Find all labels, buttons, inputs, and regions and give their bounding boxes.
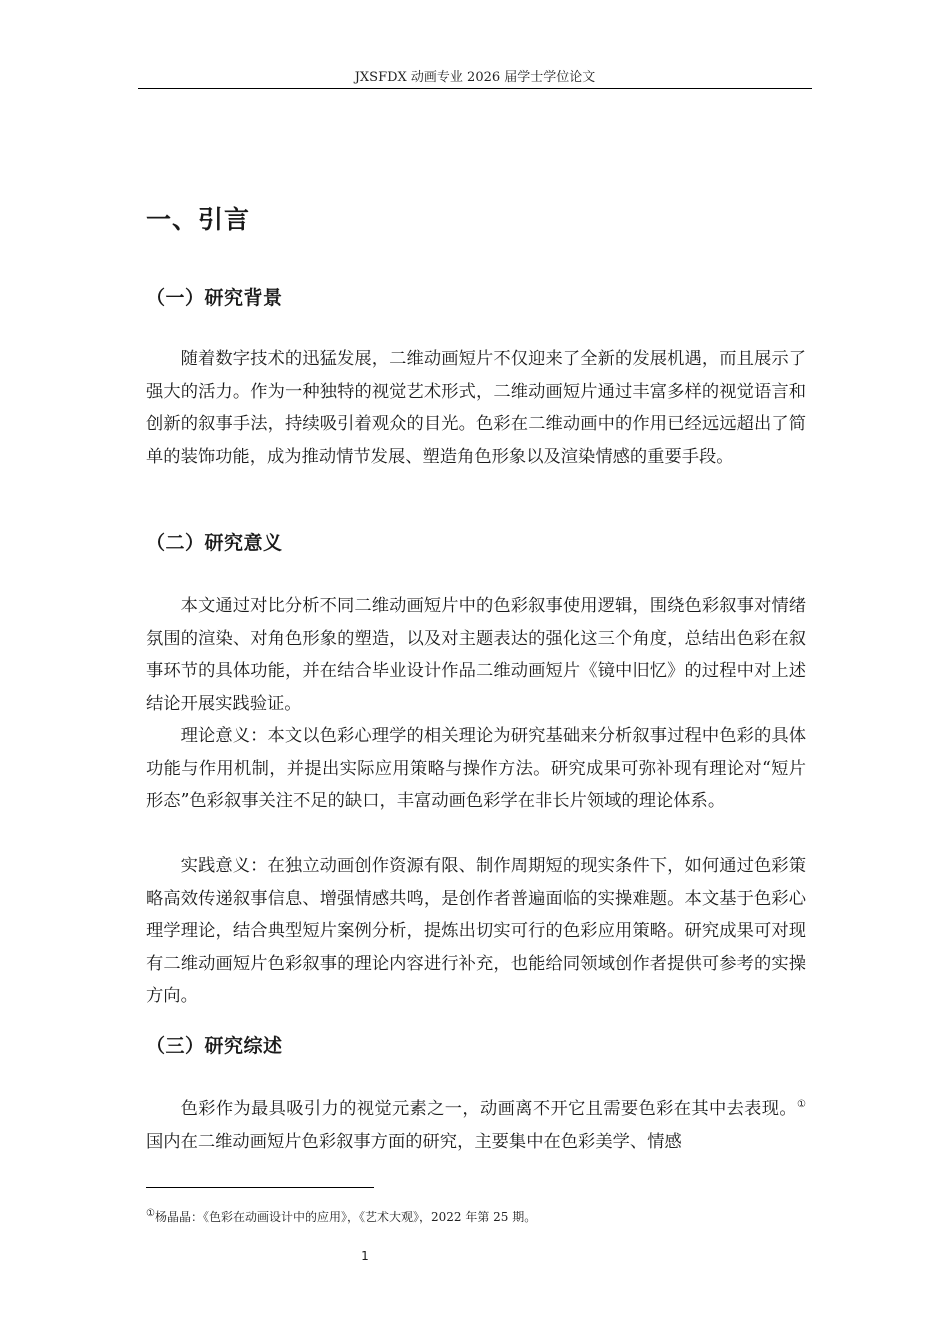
section-heading-review: （三）研究综述	[146, 1035, 283, 1057]
paragraph-significance-1: 本文通过对比分析不同二维动画短片中的色彩叙事使用逻辑，围绕色彩叙事对情绪氛围的渲染、对角色形象的塑造，以及对主题表达的强化这三个角度，总结出色彩在叙事环节的具体功能，并在结合毕业设计作品二维动画短片《镜中旧忆》的过程中对上述结论开展实践验证。	[146, 596, 806, 714]
section-heading-significance: （二）研究意义	[146, 532, 283, 554]
review-text-before-note: 色彩作为最具吸引力的视觉元素之一，动画离不开它且需要色彩在其中去表现。	[180, 1099, 798, 1119]
paragraph-review	[146, 1093, 806, 1158]
footnote-divider	[146, 1187, 374, 1188]
section-heading-background: （一）研究背景	[146, 287, 283, 309]
paragraph-practical-significance: 实践意义：在独立动画创作资源有限、制作周期短的现实条件下，如何通过色彩策略高效传递叙事信息、增强情感共鸣，是创作者普遍面临的实操难题。本文基于色彩心理学理论，结合典型短片案例分析，提炼出切实可行的色彩应用策略。研究成果可对现有二维动画短片色彩叙事的理论内容进行补充，也能给同领域创作者提供可参考的实操方向。	[146, 856, 806, 1006]
paragraph-background: 随着数字技术的迅猛发展，二维动画短片不仅迎来了全新的发展机遇，而且展示了强大的活力。作为一种独特的视觉艺术形式，二维动画短片通过丰富多样的视觉语言和创新的叙事手法，持续吸引着观众的目光。色彩在二维动画中的作用已经远远超出了简单的装饰功能，成为推动情节发展、塑造角色形象以及渲染情感的重要手段。	[146, 349, 806, 467]
footnote	[146, 1208, 536, 1225]
footnote-marker: ①	[146, 1208, 155, 1219]
page-number: 1	[361, 1249, 369, 1263]
header-divider	[138, 88, 812, 89]
footnote-reference[interactable]: ①	[797, 1099, 806, 1111]
chapter-title: 一、引言	[146, 205, 251, 234]
running-header: JXSFDX 动画专业 2026 届学士学位论文	[354, 70, 596, 85]
footnote-text: 杨晶晶：《色彩在动画设计中的应用》，《艺术大观》，2022 年第 25 期。	[154, 1210, 537, 1224]
review-text-after-note: 国内在二维动画短片色彩叙事方面的研究，主要集中在色彩美学、情感	[146, 1131, 682, 1152]
paragraph-theoretical-significance: 理论意义：本文以色彩心理学的相关理论为研究基础来分析叙事过程中色彩的具体功能与作用机制，并提出实际应用策略与操作方法。研究成果可弥补现有理论对“短片形态”色彩叙事关注不足的缺口，丰富动画色彩学在非长片领域的理论体系。	[146, 726, 806, 811]
